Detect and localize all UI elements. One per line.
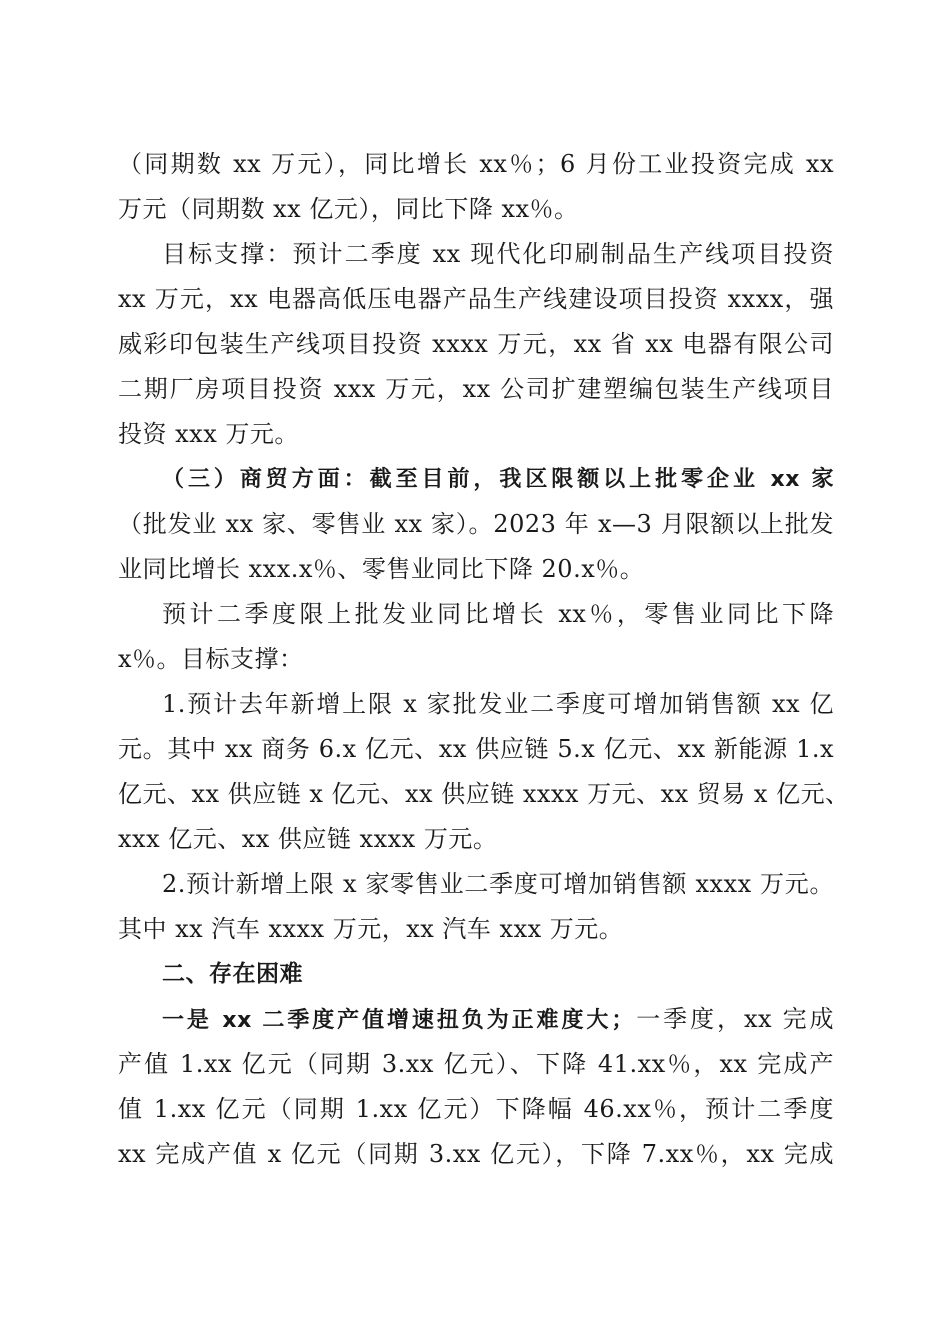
paragraph-target-support: 目标支撑：预计二季度 xx 现代化印刷制品生产线项目投资 (162, 240, 834, 268)
text-line: 亿元、xx 供应链 x 亿元、xx 供应链 xxxx 万元、xx 贸易 x 亿元、 (118, 780, 850, 808)
list-item-1: 1.预计去年新增上限 x 家批发业二季度可增加销售额 xx 亿 (162, 690, 834, 718)
text-line: xxx 亿元、xx 供应链 xxxx 万元。 (118, 825, 498, 853)
difficulty-1-lead: 一是 xx 二季度产值增速扭负为正难度大； (162, 1008, 634, 1033)
difficulty-1-text: 一季度，xx 完成 (633, 1005, 834, 1033)
paragraph-difficulty-1 (118, 997, 834, 1042)
text-line: 威彩印包装生产线项目投资 xxxx 万元，xx 省 xx 电器有限公司 (118, 330, 834, 358)
text-line: 投资 xxx 万元。 (118, 420, 299, 448)
text-line: x％。目标支撑： (118, 645, 304, 673)
text-line: 其中 xx 汽车 xxxx 万元，xx 汽车 xxx 万元。 (118, 915, 624, 943)
text-line: 值 1.xx 亿元（同期 1.xx 亿元）下降幅 46.xx％，预计二季度 (118, 1095, 834, 1123)
text-line: （同期数 xx 万元），同比增长 xx％；6 月份工业投资完成 xx (118, 150, 834, 178)
text-line: 产值 1.xx 亿元（同期 3.xx 亿元）、下降 41.xx％，xx 完成产 (118, 1050, 834, 1078)
list-item-2: 2.预计新增上限 x 家零售业二季度可增加销售额 xxxx 万元。 (162, 870, 834, 898)
document-body (118, 142, 850, 1177)
paragraph-forecast: 预计二季度限上批发业同比增长 xx％，零售业同比下降 (162, 600, 834, 628)
text-line: xx 完成产值 x 亿元（同期 3.xx 亿元），下降 7.xx％，xx 完成 (118, 1140, 834, 1168)
text-line: xx 万元，xx 电器高低压电器产品生产线建设项目投资 xxxx，强 (118, 285, 834, 313)
text-line: （批发业 xx 家、零售业 xx 家）。2023 年 x—3 月限额以上批发 (118, 510, 834, 538)
section-heading-difficulties: 二、存在困难 (162, 961, 303, 987)
section-commerce-heading: （三）商贸方面：截至目前，我区限额以上批零企业 xx 家 (162, 467, 834, 492)
text-line: 万元（同期数 xx 亿元），同比下降 xx％。 (118, 195, 579, 223)
text-line: 业同比增长 xxx.x％、零售业同比下降 20.x％。 (118, 555, 645, 583)
text-line: 元。其中 xx 商务 6.x 亿元、xx 供应链 5.x 亿元、xx 新能源 1.x (118, 735, 834, 763)
text-line: 二期厂房项目投资 xxx 万元，xx 公司扩建塑编包装生产线项目 (118, 375, 834, 403)
